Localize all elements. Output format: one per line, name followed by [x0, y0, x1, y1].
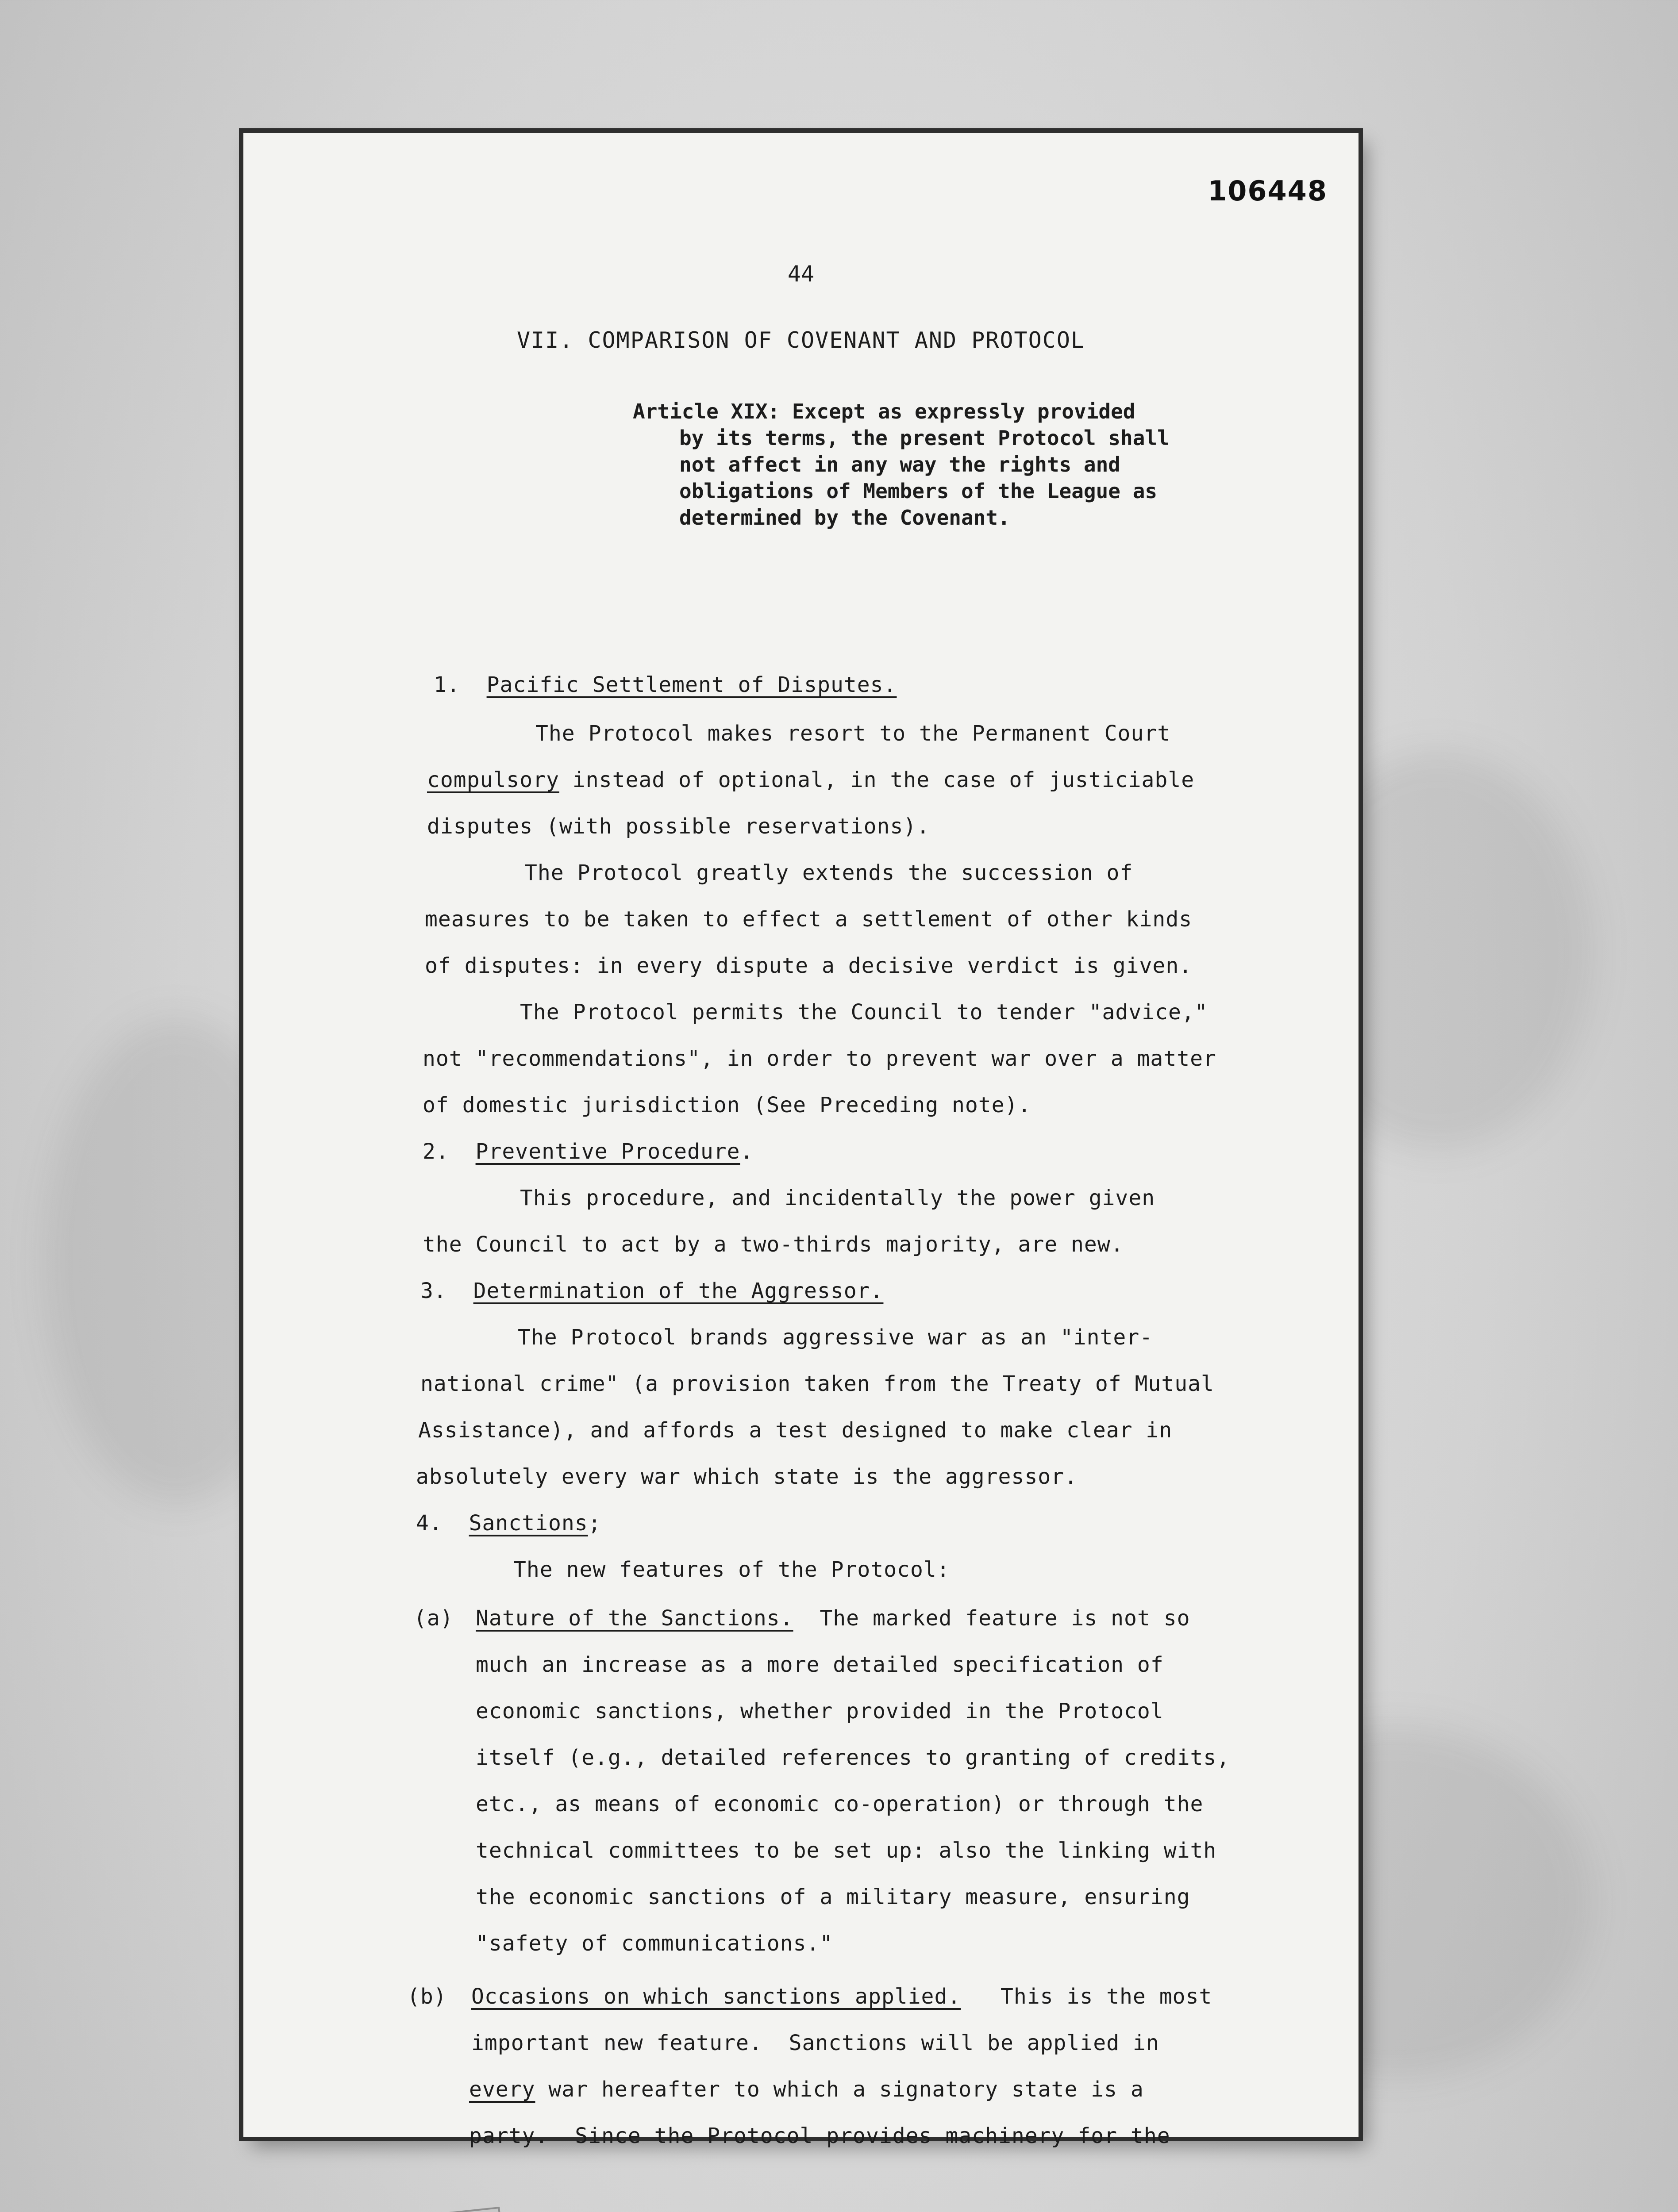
body-line: of disputes: in every dispute a decisive verdict is given.: [425, 953, 1193, 978]
quote-line: obligations of Members of the League as: [679, 479, 1158, 503]
underlined-word: compulsory: [427, 768, 559, 792]
body-line: Assistance), and affords a test designed to make clear in: [418, 1418, 1173, 1443]
section-title: VII. COMPARISON OF COVENANT AND PROTOCOL: [516, 327, 1085, 353]
body-line: the economic sanctions of a military measure, ensuring: [476, 1885, 1190, 1909]
quote-line: determined by the Covenant.: [679, 506, 1010, 530]
quote-line: Article XIX: Except as expressly provided: [633, 399, 1135, 423]
section-number: 2.: [423, 1139, 449, 1164]
quote-line: by its terms, the present Protocol shall: [679, 426, 1170, 450]
body-line: The Protocol brands aggressive war as an "inter-: [518, 1325, 1153, 1350]
body-text: ;: [588, 1511, 601, 1536]
section-number: 4.: [416, 1511, 443, 1536]
body-text: instead of optional, in the case of justiciable: [559, 768, 1195, 792]
section-heading: Preventive Procedure: [475, 1139, 740, 1164]
body-line: national crime" (a provision taken from the Treaty of Mutual: [420, 1371, 1214, 1396]
body-line: [427, 768, 1194, 792]
quote-line: not affect in any way the rights and: [679, 453, 1120, 476]
body-text: war hereafter to which a signatory state is a: [535, 2077, 1144, 2102]
body-line: measures to be taken to effect a settlement of other kinds: [425, 907, 1193, 932]
body-line: important new feature. Sanctions will be applied in: [471, 2031, 1159, 2055]
body-text: This is the most: [961, 1984, 1212, 2009]
section-heading-line: [434, 672, 897, 697]
body-line: much an increase as a more detailed specification of: [476, 1652, 1164, 1677]
underlined-word: every: [469, 2077, 535, 2102]
body-line: etc., as means of economic co-operation) or through the: [476, 1792, 1204, 1816]
body-line: technical committees to be set up: also the linking with: [476, 1838, 1217, 1863]
section-heading-line: [416, 1511, 601, 1536]
section-number: 1.: [434, 672, 460, 697]
tape-strip: [395, 2207, 507, 2212]
body-text: .: [740, 1139, 754, 1164]
section-heading-line: [423, 1139, 753, 1164]
item-heading: Nature of the Sanctions.: [476, 1606, 793, 1631]
body-line: [476, 1606, 1190, 1631]
body-line: This procedure, and incidentally the power given: [520, 1186, 1155, 1210]
section-heading: Pacific Settlement of Disputes.: [486, 672, 897, 697]
body-line: disputes (with possible reservations).: [427, 814, 930, 839]
body-line: itself (e.g., detailed references to granting of credits,: [476, 1745, 1230, 1770]
body-line: economic sanctions, whether provided in the Protocol: [476, 1699, 1164, 1724]
section-heading: Determination of the Aggressor.: [473, 1279, 884, 1303]
item-label: (b): [407, 1984, 447, 2009]
item-heading: Occasions on which sanctions applied.: [471, 1984, 961, 2009]
body-line: of domestic jurisdiction (See Preceding note).: [423, 1093, 1031, 1118]
body-line: the Council to act by a two-thirds majority, are new.: [423, 1232, 1124, 1257]
body-line: party. Since the Protocol provides machinery for the: [469, 2124, 1170, 2148]
section-number: 3.: [420, 1279, 447, 1303]
document-number: 106448: [1208, 175, 1328, 207]
page-number: 44: [787, 261, 815, 287]
body-line: absolutely every war which state is the aggressor.: [416, 1464, 1078, 1489]
body-line: The Protocol permits the Council to tender "advice,": [520, 1000, 1208, 1025]
body-line: The Protocol makes resort to the Permanent Court: [535, 721, 1171, 746]
body-line: [469, 2077, 1144, 2102]
document-sheet: [243, 133, 1359, 2148]
body-line: "safety of communications.": [476, 1931, 833, 1956]
body-line: not "recommendations", in order to prevent war over a matter: [423, 1046, 1216, 1071]
body-line: [471, 1984, 1212, 2009]
article-quote: [633, 398, 1297, 531]
section-heading: Sanctions: [469, 1511, 588, 1536]
body-line: The new features of the Protocol:: [513, 1557, 950, 1582]
section-heading-line: [420, 1279, 883, 1303]
body-text: The marked feature is not so: [793, 1606, 1190, 1631]
body-line: The Protocol greatly extends the succession of: [524, 860, 1133, 885]
item-label: (a): [414, 1606, 454, 1631]
